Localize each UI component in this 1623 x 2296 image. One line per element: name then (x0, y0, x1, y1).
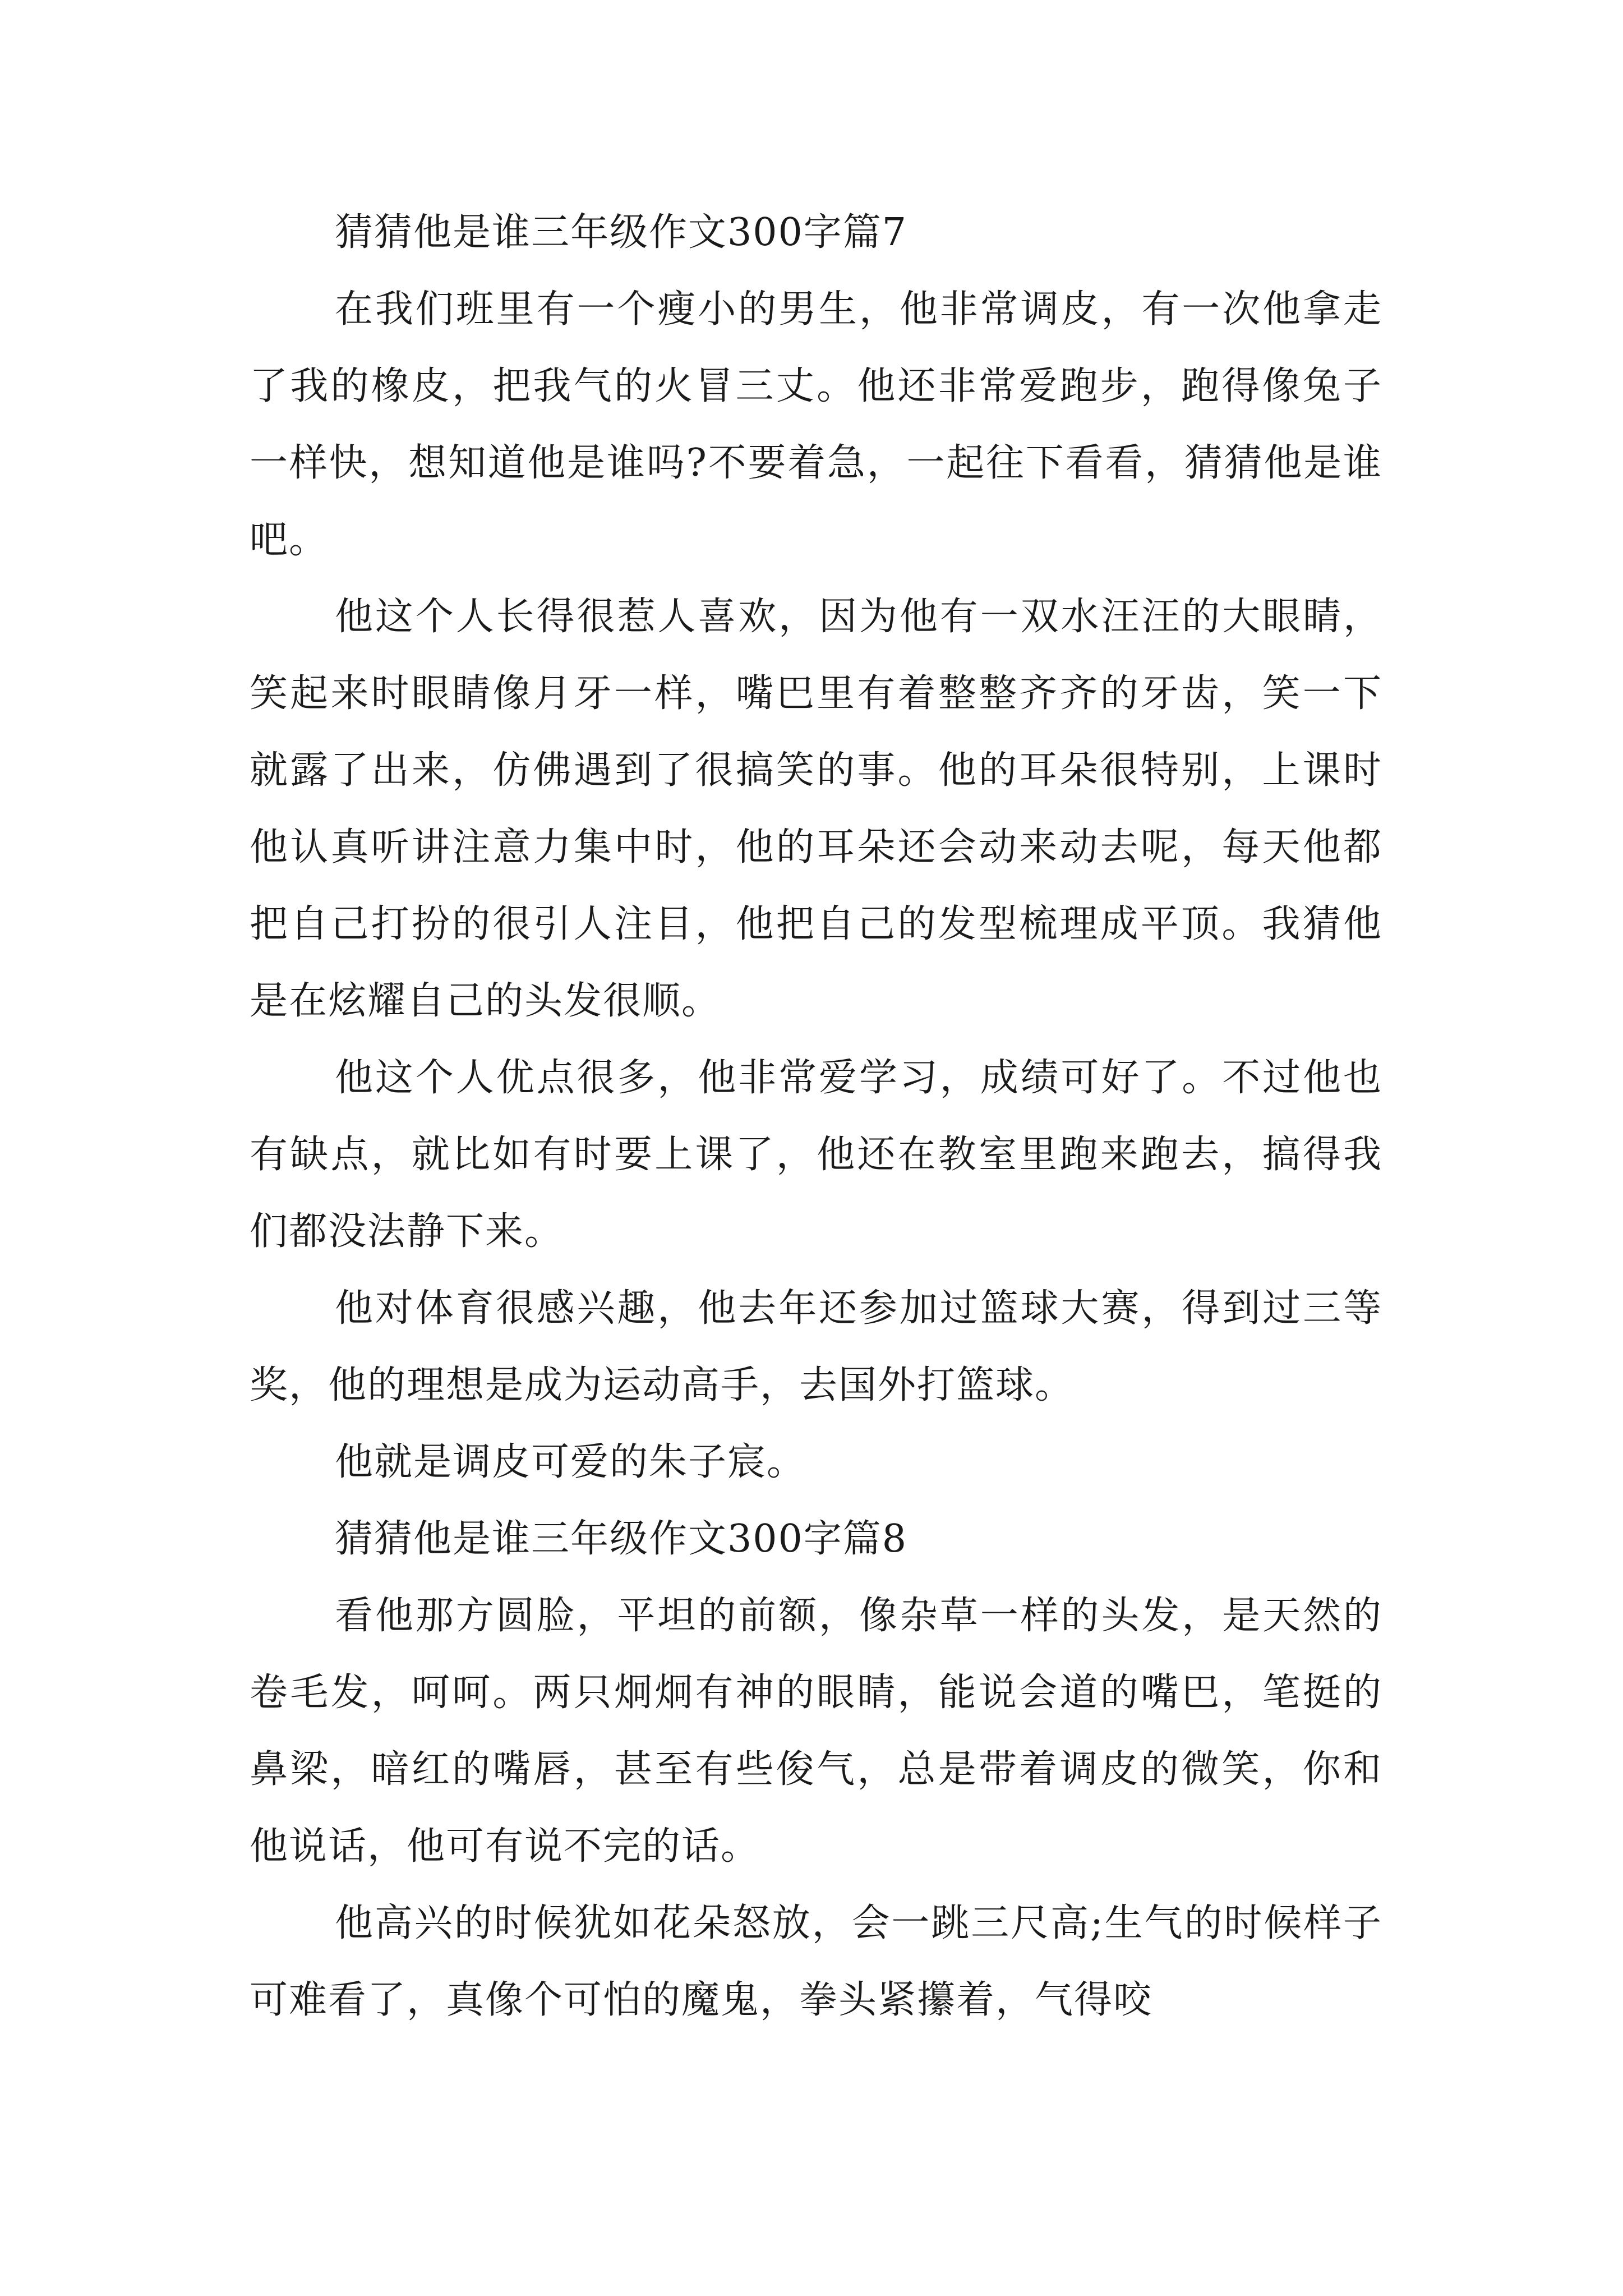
essay-heading-7: 猜猜他是谁三年级作文300字篇7 (335, 210, 908, 255)
paragraph: 在我们班里有一个瘦小的男生，他非常调皮，有一次他拿走了我的橡皮，把我气的火冒三丈。他还非常爱跑步，跑得像兔子一样快，想知道他是谁吗?不要着急，一起往下看看，猜猜他是谁吧。 (250, 287, 1382, 562)
essay-heading-8: 猜猜他是谁三年级作文300字篇8 (335, 1517, 908, 1561)
paragraph: 他对体育很感兴趣，他去年还参加过篮球大赛，得到过三等奖，他的理想是成为运动高手，去国外打篮球。 (250, 1286, 1382, 1407)
paragraph: 他这个人长得很惹人喜欢，因为他有一双水汪汪的大眼睛，笑起来时眼睛像月牙一样，嘴巴里有着整整齐齐的牙齿，笑一下就露了出来，仿佛遇到了很搞笑的事。他的耳朵很特别，上课时他认真听讲注意力集中时，他的耳朵还会动来动去呢，每天他都把自己打扮的很引人注目，他把自己的发型梳理成平顶。我猜他是在炫耀自己的头发很顺。 (250, 595, 1382, 1023)
paragraph: 看他那方圆脸，平坦的前额，像杂草一样的头发，是天然的卷毛发，呵呵。两只炯炯有神的眼睛，能说会道的嘴巴，笔挺的鼻梁，暗红的嘴唇，甚至有些俊气，总是带着调皮的微笑，你和他说话，他可有说不完的话。 (250, 1594, 1382, 1869)
paragraph: 他就是调皮可爱的朱子宸。 (335, 1440, 806, 1484)
paragraph: 他高兴的时候犹如花朵怒放，会一跳三尺高;生气的时候样子可难看了，真像个可怕的魔鬼，拳头紧攥着，气得咬 (250, 1901, 1382, 2022)
document-body (250, 194, 1382, 2039)
paragraph: 他这个人优点很多，他非常爱学习，成绩可好了。不过他也有缺点，就比如有时要上课了，他还在教室里跑来跑去，搞得我们都没法静下来。 (250, 1056, 1382, 1254)
